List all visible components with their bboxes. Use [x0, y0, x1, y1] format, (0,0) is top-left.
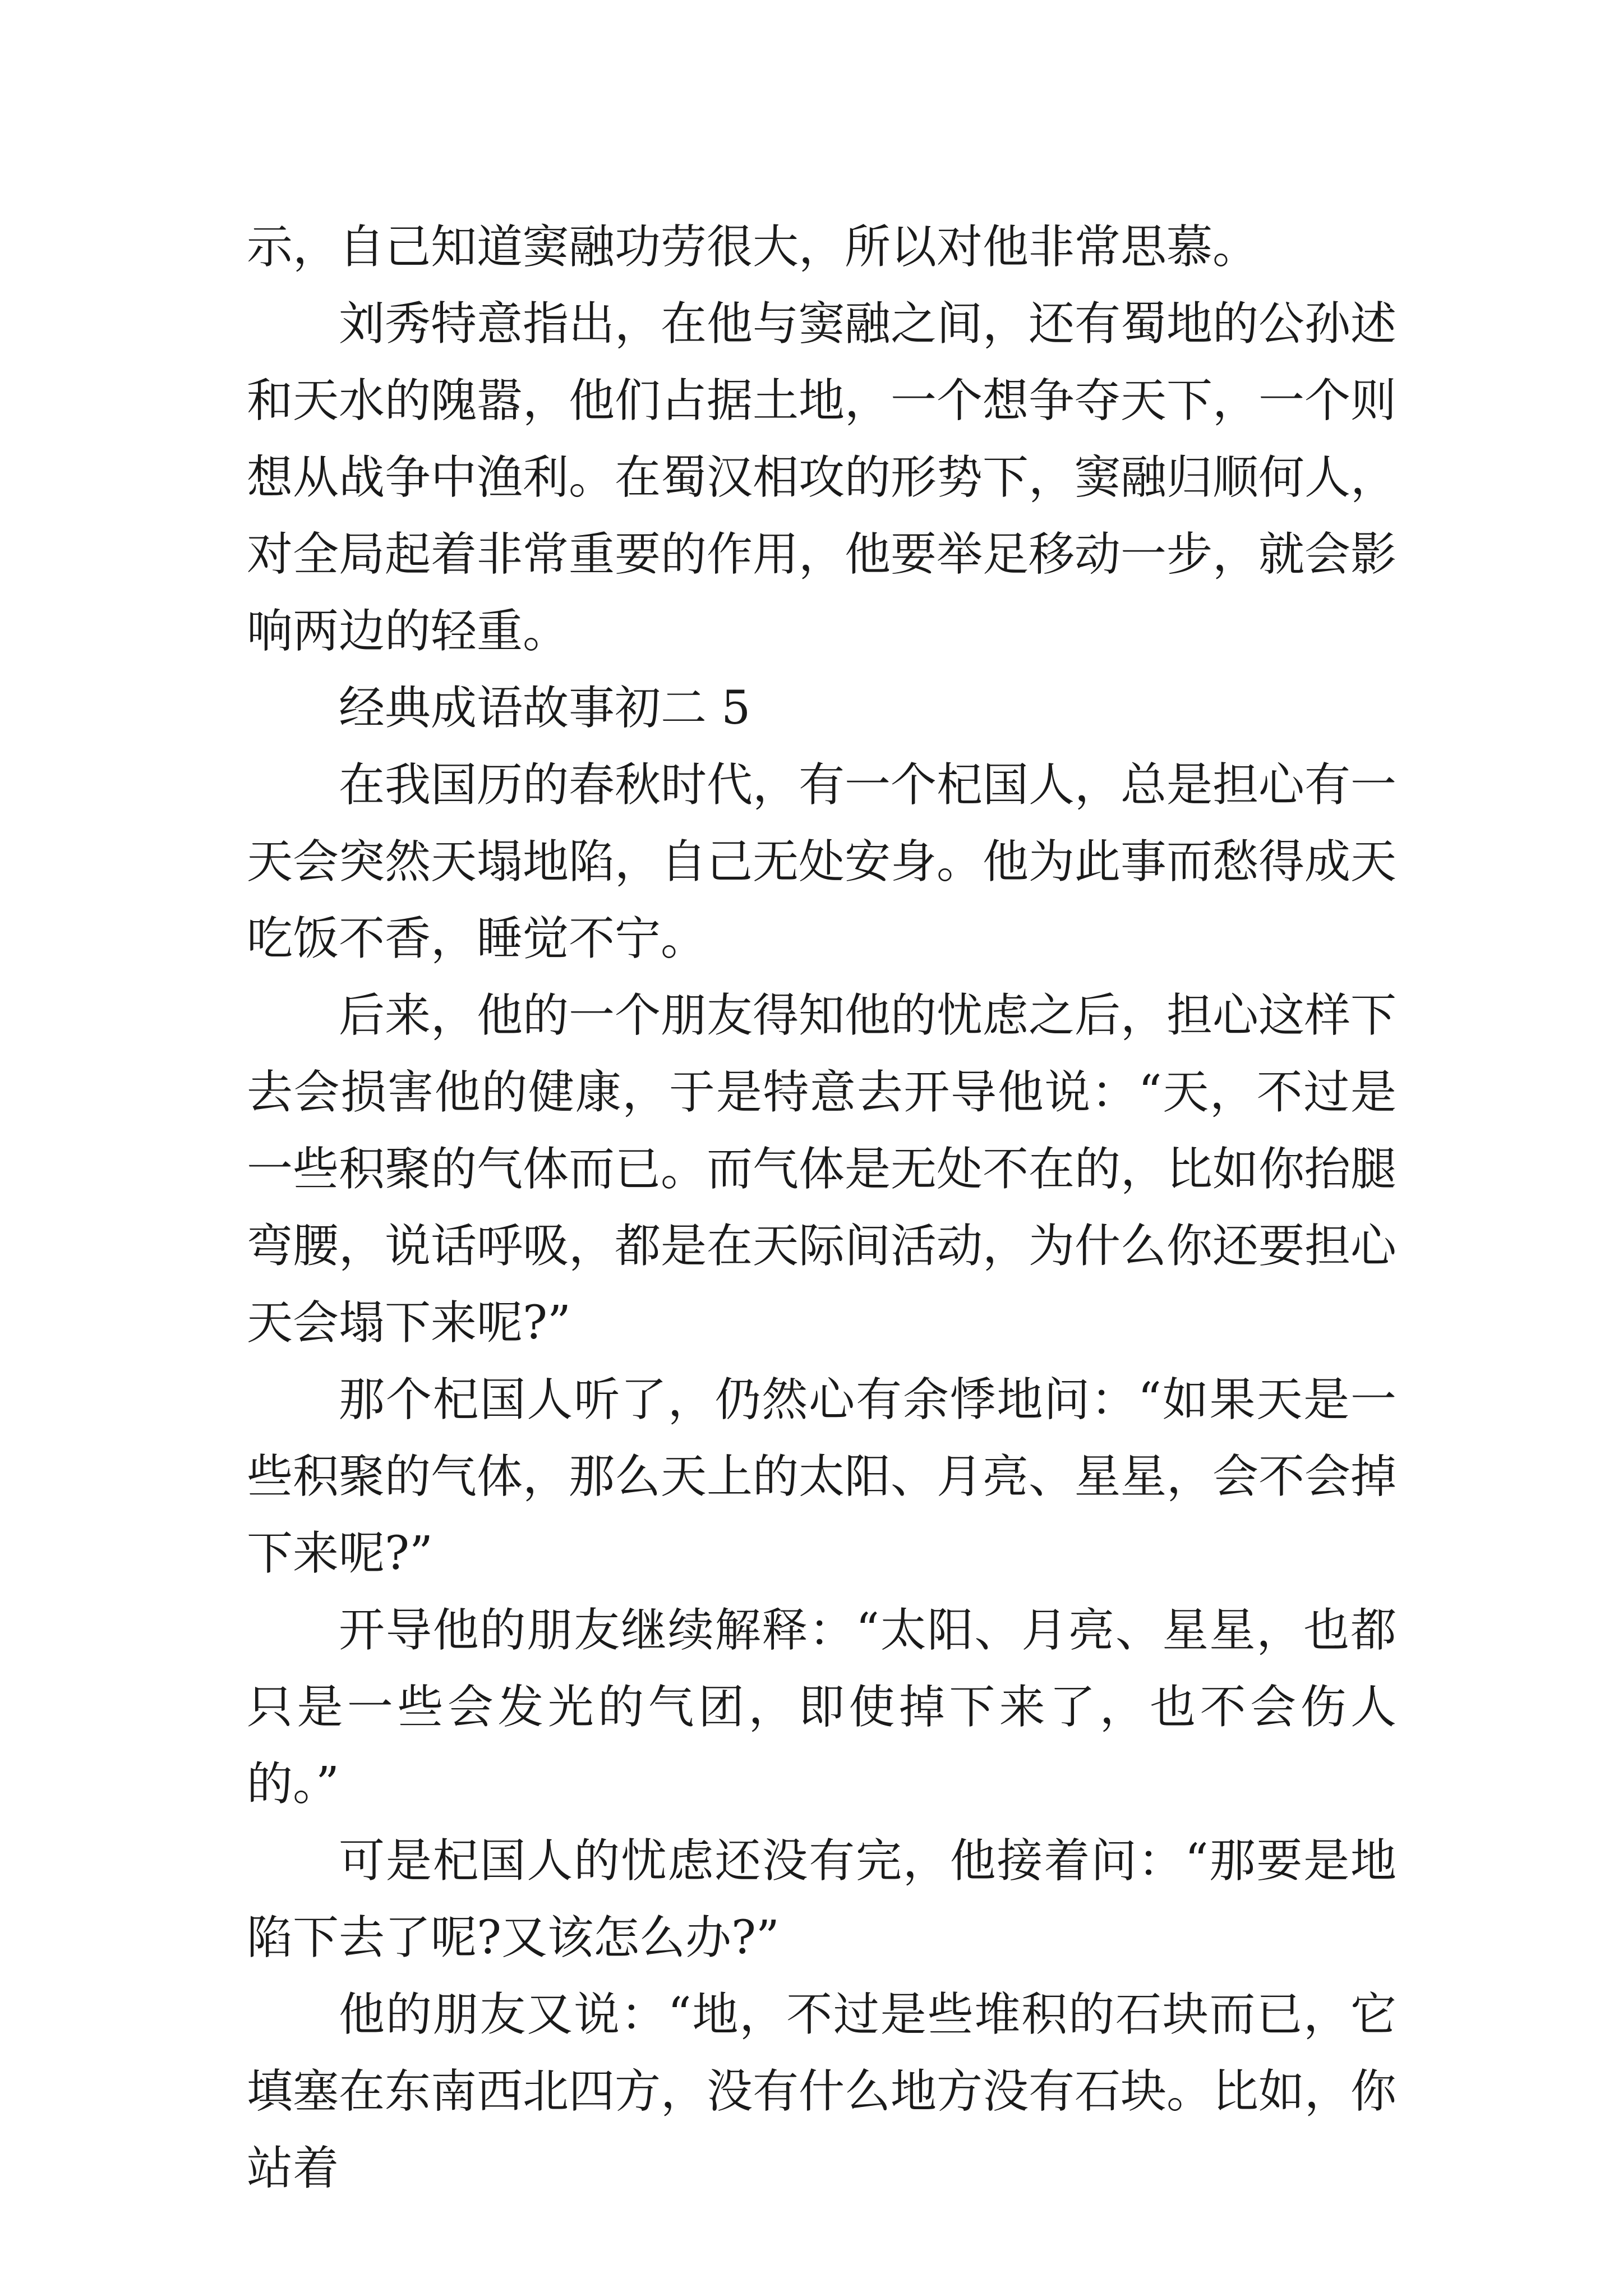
section-heading: 经典成语故事初二 5	[339, 682, 751, 735]
paragraph-6: 开导他的朋友继续解释：“太阳、月亮、星星，也都只是一些会发光的气团，即使掉下来了，也不会伤人的。”	[247, 1604, 1396, 1811]
document-body	[247, 209, 1396, 2207]
paragraph-3: 在我国历的春秋时代，有一个杞国人，总是担心有一天会突然天塌地陷，自己无处安身。他为此事而愁得成天吃饭不香，睡觉不宁。	[247, 758, 1397, 965]
paragraph-5: 那个杞国人听了，仍然心有余悸地问：“如果天是一些积聚的气体，那么天上的太阳、月亮、星星，会不会掉下来呢?”	[247, 1373, 1397, 1580]
paragraph-1: 示，自己知道窦融功劳很大，所以对他非常思慕。	[247, 220, 1259, 274]
paragraph-7: 可是杞国人的忧虑还没有完，他接着问：“那要是地陷下去了呢?又该怎么办?”	[247, 1834, 1396, 1964]
paragraph-8: 他的朋友又说：“地，不过是些堆积的石块而已，它填塞在东南西北四方，没有什么地方没有石块。比如，你站着	[247, 1988, 1397, 2195]
paragraph-4: 后来，他的一个朋友得知他的忧虑之后，担心这样下去会损害他的健康，于是特意去开导他说：“天，不过是一些积聚的气体而已。而气体是无处不在的，比如你抬腿弯腰，说话呼吸，都是在天际间活动，为什么你还要担心天会塌下来呢?”	[247, 989, 1397, 1350]
paragraph-2: 刘秀特意指出，在他与窦融之间，还有蜀地的公孙述和天水的隗嚣，他们占据土地，一个想争夺天下，一个则想从战争中渔利。在蜀汉相攻的形势下，窦融归顺何人，对全局起着非常重要的作用，他要举足移动一步，就会影响两边的轻重。	[247, 297, 1397, 658]
